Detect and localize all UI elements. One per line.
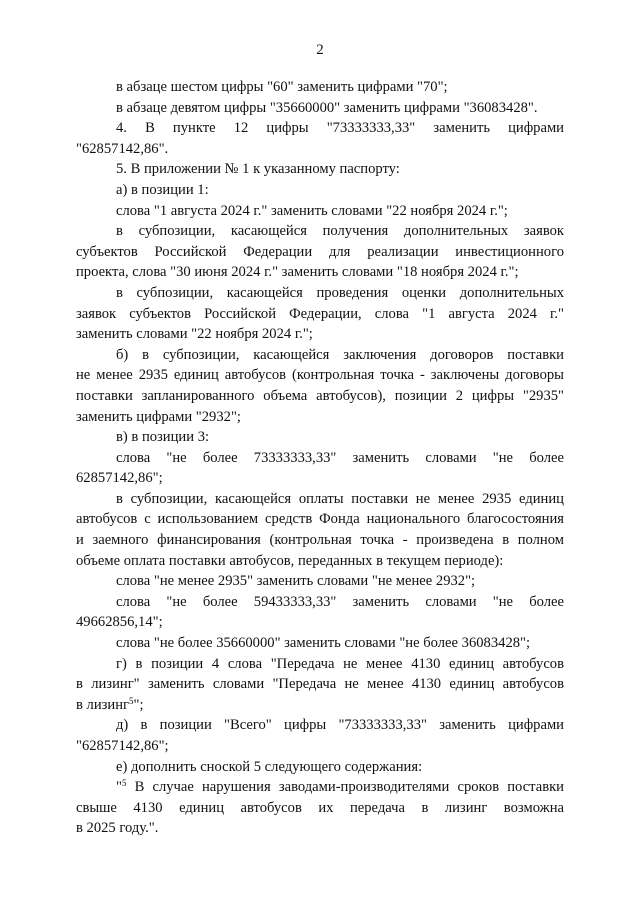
text-line: 5. В приложении № 1 к указанному паспорту: (116, 161, 400, 178)
text-line: слова "1 августа 2024 г." заменить словами "22 ноября 2024 г."; (116, 202, 508, 219)
text-line: слова "не более 35660000" заменить словами "не более 36083428"; (116, 635, 531, 652)
page-number: 2 (316, 42, 324, 58)
text-line: объеме оплата поставки автобусов, переданных в текущем периоде): (76, 552, 504, 569)
text-line: 62857142,86"; (76, 470, 163, 487)
text-line: "62857142,86"; (76, 738, 169, 754)
text-line: в субпозиции, касающейся получения дополнительных заявок (116, 223, 564, 240)
text-line: свыше 4130 единиц автобусов их передача в лизинг возможна (76, 799, 564, 816)
text-line: в лизинг" заменить словами "Передача не менее 4130 единиц автобусов (76, 676, 564, 693)
text-line: в) в позиции 3: (116, 429, 210, 446)
text-line: в абзаце шестом цифры "60" заменить цифрами "70"; (116, 79, 448, 95)
text-line: субъектов Российской Федерации для реализации инвестиционного (76, 243, 564, 260)
text-line: заменить словами "22 ноября 2024 г."; (76, 326, 313, 343)
text-line: и заемного финансирования (контрольная точка - произведена в полном (76, 532, 564, 549)
text-fragment: в лизинг (76, 696, 130, 713)
footnote-marker: 5 (121, 778, 127, 789)
text-line: а) в позиции 1: (116, 181, 209, 198)
text-line (76, 777, 564, 798)
text-line: б) в субпозиции, касающейся заключения договоров поставки (116, 346, 564, 363)
text-line: слова "не менее 2935" заменить словами "не менее 2932"; (116, 573, 476, 590)
text-line: е) дополнить сноской 5 следующего содержания: (116, 758, 423, 775)
text-line: в субпозиции, касающейся проведения оценки дополнительных (116, 284, 564, 301)
text-line: в абзаце девятом цифры "35660000" заменить цифрами "36083428". (116, 99, 538, 116)
text-line: слова "не более 59433333,33" заменить словами "не более (116, 593, 564, 610)
text-fragment: "; (133, 696, 144, 713)
text-fragment: " (116, 779, 122, 796)
text-line: 4. В пункте 12 цифры "73333333,33" заменить цифрами (116, 120, 564, 137)
text-line: д) в позиции "Всего" цифры "73333333,33" заменить цифрами (116, 717, 564, 734)
text-line: в 2025 году.". (76, 820, 159, 837)
text-line: автобусов с использованием средств Фонда национального благосостояния (76, 511, 564, 528)
text-line: не менее 2935 единиц автобусов (контрольная точка - заключены договоры (76, 367, 564, 384)
text-line: 49662856,14"; (76, 614, 163, 631)
text-line: заменить цифрами "2932"; (76, 408, 241, 425)
text-line: "62857142,86". (76, 140, 169, 157)
text-line: в субпозиции, касающейся оплаты поставки не менее 2935 единиц (116, 490, 564, 507)
text-line: поставки запланированного объема автобусов), позиции 2 цифры "2935" (76, 387, 564, 404)
text-line: проекта, слова "30 июня 2024 г." заменить словами "18 ноября 2024 г."; (76, 264, 519, 281)
text-line: г) в позиции 4 слова "Передача не менее 4130 единиц автобусов (116, 655, 564, 672)
text-fragment: В случае нарушения заводами-производителями сроков поставки (126, 779, 564, 796)
text-line (76, 695, 564, 716)
text-line: заявок субъектов Российской Федерации, слова "1 августа 2024 г." (76, 305, 564, 322)
text-line: слова "не более 73333333,33" заменить словами "не более (116, 449, 564, 466)
footnote-marker: 5 (129, 695, 134, 706)
document-body (76, 77, 564, 839)
